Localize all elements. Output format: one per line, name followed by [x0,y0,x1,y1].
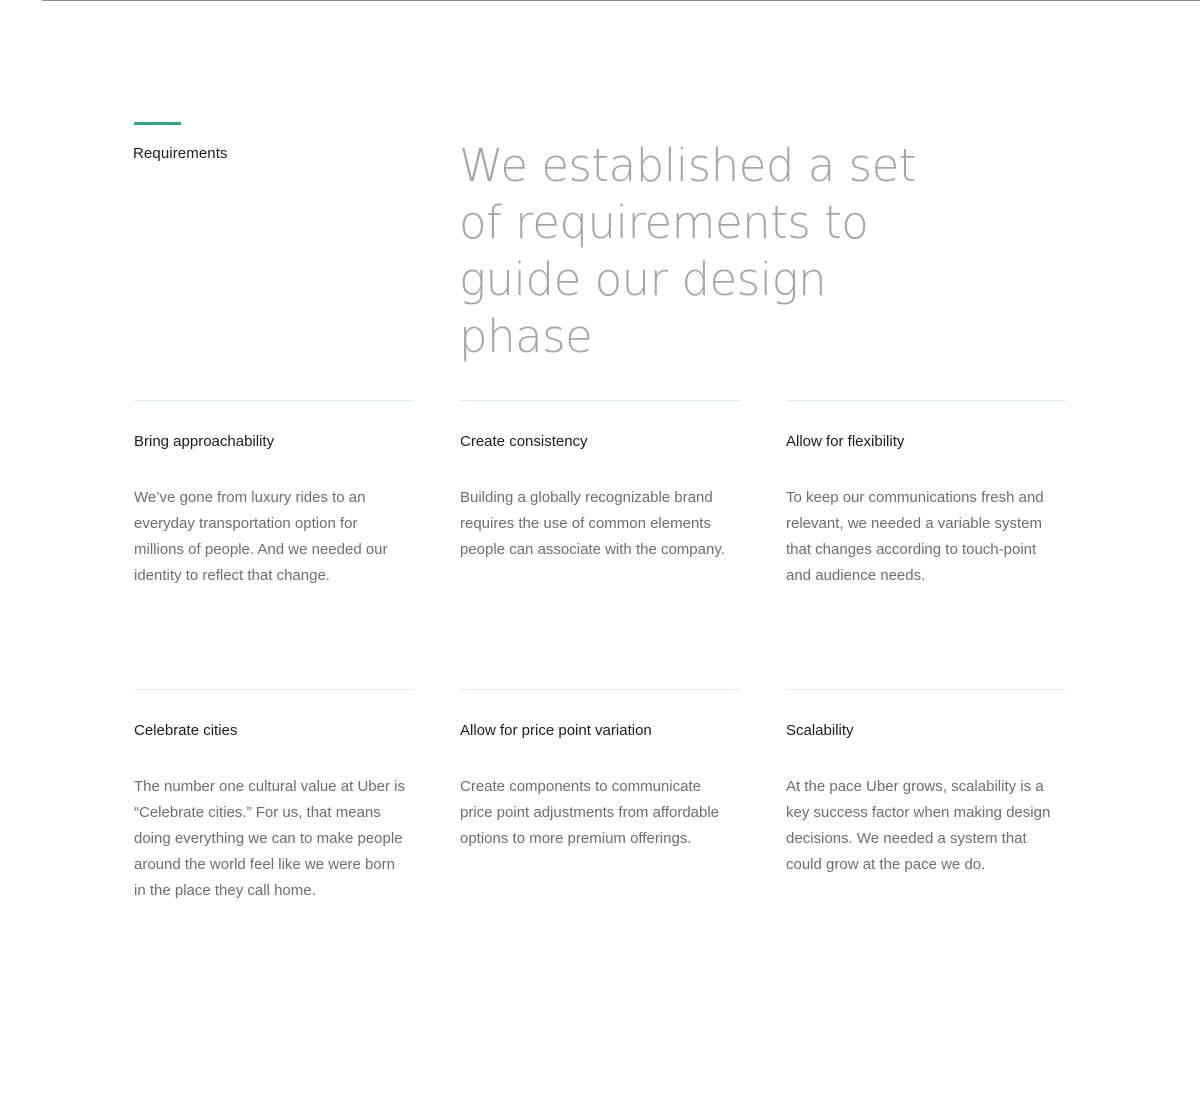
requirement-title: Bring approachability [134,433,275,450]
requirement-card-celebrate-cities [134,689,414,904]
requirement-card-approachability [134,400,414,589]
card-divider [134,689,414,690]
card-divider [460,400,740,401]
requirement-description: We’ve gone from luxury rides to an everyday transportation option for millions of people. And we needed our identity to reflect that change. [134,489,388,584]
requirement-card-consistency [460,400,740,563]
requirement-title: Celebrate cities [134,722,238,739]
card-divider [786,689,1066,690]
requirement-description: The number one cultural value at Uber is “Celebrate cities.” For us, that means doing everything we can to make people around the world feel like we were born in the place they call home. [134,778,405,899]
card-divider [786,400,1066,401]
card-divider [460,689,740,690]
page-headline: We established a set of requirements to guide our design phase [459,139,916,363]
requirement-description: At the pace Uber grows, scalability is a key success factor when making design decisions. We needed a system that could grow at the pace we do. [786,778,1051,873]
requirement-title: Create consistency [460,433,588,450]
requirement-card-price-point [460,689,740,852]
requirement-description: To keep our communications fresh and relevant, we needed a variable system that changes according to touch-point and audience needs. [786,489,1044,584]
requirement-title: Allow for price point variation [460,722,652,739]
section-label: Requirements [133,145,228,162]
requirement-card-flexibility [786,400,1066,589]
top-divider [42,0,1200,1]
requirement-description: Create components to communicate price point adjustments from affordable options to more premium offerings. [460,778,720,847]
requirement-title: Scalability [786,722,854,739]
card-divider [134,400,414,401]
requirement-card-scalability [786,689,1066,878]
requirement-description: Building a globally recognizable brand requires the use of common elements people can associate with the company. [460,489,725,558]
section-accent-bar [134,122,181,125]
requirement-title: Allow for flexibility [786,433,905,450]
